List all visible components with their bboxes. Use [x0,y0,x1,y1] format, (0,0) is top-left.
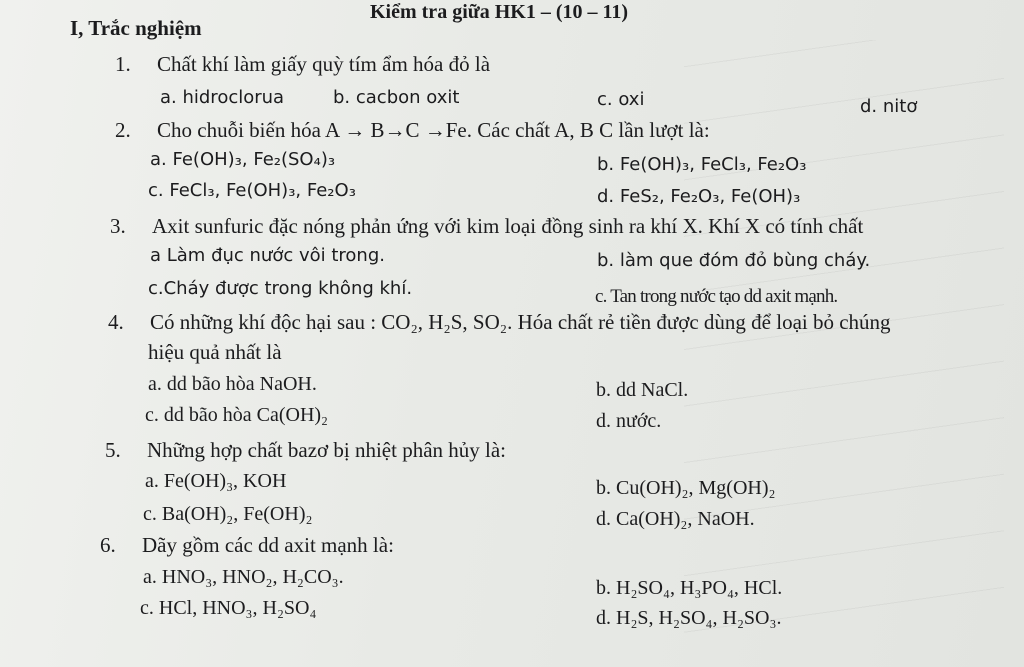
question-text: Có những khí độc hại sau : CO₂, H₂S, SO₂. Hóa chất rẻ tiền được dùng để loại bỏ chúng [150,310,891,334]
q3-option-b: b. làm que đóm đỏ bùng cháy. [597,250,871,271]
q1-option-b: b. cacbon oxit [333,87,460,108]
question-text: Axit sunfuric đặc nóng phản ứng với kim loại đồng sinh ra khí X. Khí X có tính chất [152,214,864,238]
question-text: Những hợp chất bazơ bị nhiệt phân hủy là: [147,438,507,462]
question-1 [115,54,490,75]
question-text: Cho chuỗi biến hóa A → B→C →Fe. Các chất A, B C lần lượt là: [157,118,710,142]
q2-option-b: b. Fe(OH)₃, FeCl₃, Fe₂O₃ [597,154,807,175]
q3-option-c: c.Cháy được trong không khí. [148,278,413,299]
q2-option-a: a. Fe(OH)₃, Fe₂(SO₄)₃ [150,149,336,170]
question-number: 4. [108,310,124,334]
q6-option-c: c. HCl, HNO₃, H₂SO₄ [140,597,317,619]
q3-option-d: c. Tan trong nước tạo dd axit mạnh. [595,286,838,307]
question-number: 2. [115,118,131,142]
q3-option-a: a Làm đục nước vôi trong. [150,245,385,266]
q5-option-c: c. Ba(OH)₂, Fe(OH)₂ [143,503,313,525]
q1-option-d: d. nitơ [860,96,918,117]
question-number: 1. [115,52,131,76]
exam-title: Kiểm tra giữa HK1 – (10 – 11) [370,1,629,23]
q5-option-b: b. Cu(OH)₂, Mg(OH)₂ [596,477,776,499]
q1-option-c: c. oxi [597,89,645,110]
q6-option-a: a. HNO₃, HNO₂, H₂CO₃. [143,566,344,588]
question-number: 3. [110,214,126,238]
question-4-continued: hiệu quả nhất là [148,340,282,364]
question-3 [110,216,863,237]
question-number: 5. [105,438,121,462]
question-text: Chất khí làm giấy quỳ tím ẩm hóa đỏ là [157,52,491,76]
q4-option-d: d. nước. [596,410,662,432]
q2-option-d: d. FeS₂, Fe₂O₃, Fe(OH)₃ [597,186,801,207]
q5-option-d: d. Ca(OH)₂, NaOH. [596,508,755,530]
question-5 [105,440,506,461]
q6-option-b: b. H₂SO₄, H₃PO₄, HCl. [596,577,783,599]
question-2 [115,120,710,141]
bleed-through-texture [684,40,1004,640]
question-number: 6. [100,533,116,557]
q6-option-d: d. H₂S, H₂SO₄, H₂SO₃. [596,607,782,629]
q1-option-a: a. hidroclorua [160,87,285,108]
question-text: Dãy gồm các dd axit mạnh là: [142,533,394,557]
question-4 [108,312,891,333]
q5-option-a: a. Fe(OH)₃, KOH [145,470,287,492]
q4-option-c: c. dd bão hòa Ca(OH)₂ [145,404,329,426]
q2-option-c: c. FeCl₃, Fe(OH)₃, Fe₂O₃ [148,180,356,201]
question-6 [100,535,394,556]
section-heading: I, Trắc nghiệm [70,16,202,40]
q4-option-b: b. dd NaCl. [596,379,689,401]
q4-option-a: a. dd bão hòa NaOH. [148,373,317,395]
